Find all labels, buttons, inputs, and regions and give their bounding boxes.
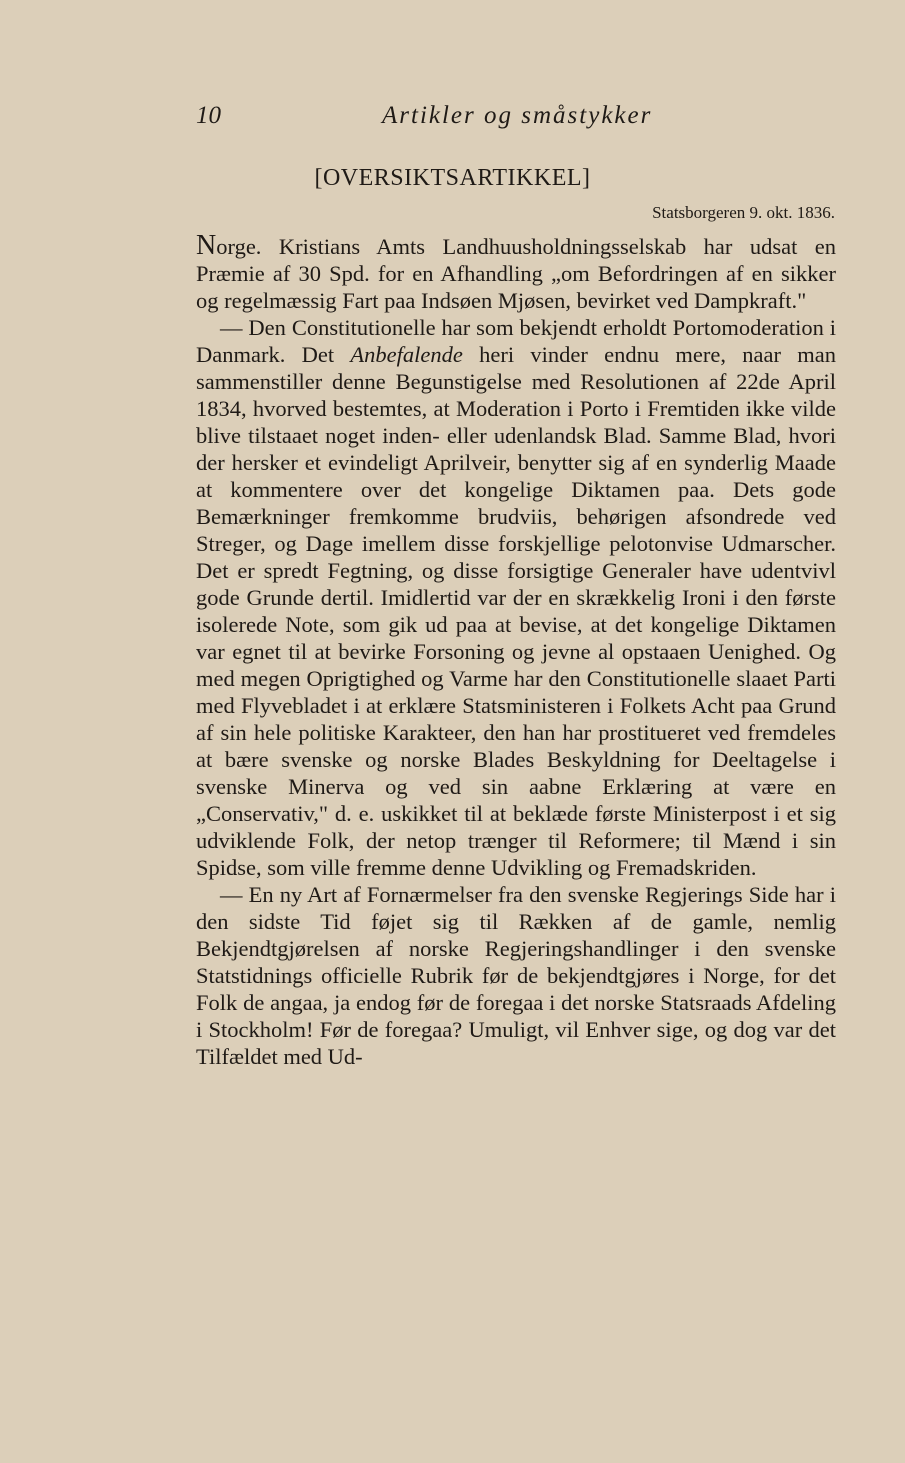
paragraph-2-text-end: heri vinder endnu mere, naar man sammenstiller denne Begunstigelse med Resolutionen af 22de April 1834, hvorved bestemtes, at Moderation i Porto i Fremtiden ikke vilde blive tilstaaet noget inden- eller udenlandsk Blad. Samme Blad, hvori der hersker et evindeligt Aprilveir, benytter sig af en synderlig Maade at kommentere over det kongelige Diktamen paa. Dets gode Bemærkninger fremkomme brudviis, behørigen afsondrede ved Streger, og Dage imellem disse forskjellige pelotonvise Udmarscher. Det er spredt Fegtning, og disse forsigtige Generaler have udentvivl gode Grunde dertil. Imidlertid var der en skrækkelig Ironi i den første isolerede Note, som gik ud paa at bevise, at det kongelige Diktamen var egnet til at bevirke Forsoning og jevne al opstaaen Uenighed. Og med megen Oprigtighed og Varme har den Constitutionelle slaaet Parti med Flyvebladet i at erklære Statsministeren i Folkets Acht paa Grund af sin hele politiske Karakteer, den han har prostitueret ved fremdeles at bære svenske og norske Blades Beskyldning for Deeltagelse i svenske Minerva og ved sin aabne Erklæring at være en „Conservativ," d. e. uskikket til at beklæde første Ministerpost i et sig udviklende Folk, der netop trænger til Reformere; til Mænd i sin Spidse, som ville fremme denne Udvikling og Fremadskriden. [196,342,837,880]
running-title: Artikler og småstykker [382,102,653,129]
article-body [196,232,836,1070]
paragraph-1-text: orge. Kristians Amts Landhuusholdningsselskab har udsat en Præmie af 30 Spd. for en Afhandling „om Befordringen af en sikker og regelmæssig Fart paa Indsøen Mjøsen, bevirket ved Dampkraft." [196,234,836,313]
running-header [196,102,836,138]
emphasized-word: Anbefalende [350,342,463,367]
article-title: [OVERSIKTSARTIKKEL] [314,165,591,191]
paragraph-2 [196,314,836,881]
article-source: Statsborgeren 9. okt. 1836. [652,203,835,222]
paragraph-2-text-start: — Den Constitutionelle har som bekjendt erholdt Portomoderation i Danmark. Det [196,315,836,367]
paragraph-3: — En ny Art af Fornærmelser fra den svenske Regjerings Side har i den sidste Tid føjet sig til Rækken af de gamle, nemlig Bekjendtgjørelsen af norske Regjeringshandlinger i den svenske Statstidnings officielle Rubrik før de bekjendtgjøres i Norge, for det Folk de angaa, ja endog før de foregaa i det norske Statsraads Afdeling i Stockholm! Før de foregaa? Umuligt, vil Enhver sige, og dog var det Tilfældet med Ud- [196,882,836,1069]
paragraph-1 [196,232,836,314]
lead-letter: N [196,230,217,261]
page-number: 10 [196,102,221,129]
